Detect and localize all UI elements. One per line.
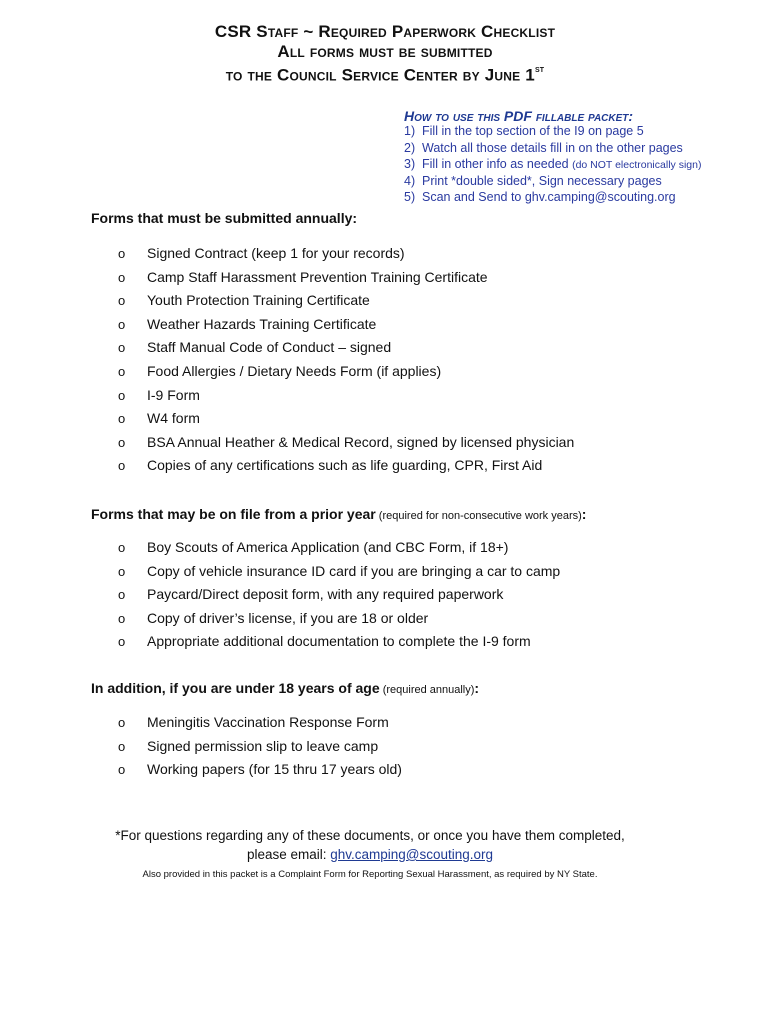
- checklist-item-text: W4 form: [147, 410, 200, 427]
- footer-email-line: [0, 845, 740, 864]
- checklist-item-text: Copies of any certifications such as life guarding, CPR, First Aid: [147, 457, 543, 474]
- howto-step: [404, 157, 764, 174]
- bullet-icon: o: [118, 587, 126, 603]
- under18-list: [118, 711, 402, 782]
- howto-step-text: Print *double sided*, Sign necessary pages: [422, 173, 662, 188]
- bullet-icon: o: [118, 411, 126, 427]
- annual-heading: Forms that must be submitted annually:: [91, 210, 358, 226]
- howto-step: [404, 174, 764, 191]
- checklist-item: [118, 454, 574, 478]
- howto-steps: [404, 124, 764, 207]
- checklist-item: [118, 711, 402, 735]
- title-line-3-sup: st: [534, 64, 545, 75]
- checklist-item-text: Meningitis Vaccination Response Form: [147, 714, 389, 730]
- checklist-item: [118, 242, 574, 266]
- title-line-3: [0, 62, 770, 86]
- title-line-2: All forms must be submitted: [277, 42, 493, 61]
- footer: [0, 826, 740, 882]
- bullet-icon: o: [118, 540, 126, 555]
- howto-step-number: 5): [404, 190, 416, 205]
- bullet-icon: o: [118, 293, 126, 309]
- prior-heading: [91, 506, 586, 522]
- annual-list: [118, 242, 574, 478]
- prior-heading-note: (required for non-consecutive work years): [375, 510, 582, 522]
- under18-heading-note: (required annually): [379, 684, 475, 696]
- howto-step-text: Fill in other info as needed: [422, 157, 573, 172]
- howto-step: [404, 124, 764, 141]
- checklist-item: [118, 735, 402, 759]
- prior-list: [118, 536, 560, 654]
- under18-heading: [91, 680, 479, 696]
- howto-title: How to use this PDF fillable packet:: [404, 108, 634, 124]
- howto-step-number: 2): [404, 140, 416, 155]
- checklist-item-text: Paycard/Direct deposit form, with any required paperwork: [147, 586, 504, 603]
- bullet-icon: o: [118, 316, 126, 332]
- checklist-item-text: Youth Protection Training Certificate: [147, 292, 370, 309]
- checklist-item: [118, 336, 574, 360]
- title-line-3-text: to the Council Service Center by June 1: [225, 65, 535, 85]
- checklist-item-text: Copy of vehicle insurance ID card if you are bringing a car to camp: [147, 562, 561, 579]
- bullet-icon: o: [118, 762, 126, 778]
- bullet-icon: o: [118, 246, 126, 261]
- email-link[interactable]: ghv.camping@scouting.org: [330, 847, 494, 862]
- bullet-icon: o: [118, 610, 126, 626]
- checklist-item-text: Staff Manual Code of Conduct – signed: [147, 339, 392, 356]
- bullet-icon: o: [118, 340, 126, 356]
- checklist-item: [118, 431, 574, 455]
- bullet-icon: o: [118, 458, 126, 474]
- howto-step: [404, 190, 764, 207]
- checklist-item: [118, 384, 574, 408]
- checklist-item: [118, 407, 574, 431]
- howto-step: [404, 141, 764, 158]
- bullet-icon: o: [118, 634, 126, 650]
- checklist-item-text: I-9 Form: [147, 386, 200, 403]
- bullet-icon: o: [118, 738, 126, 754]
- footer-email-prefix: please email:: [246, 847, 331, 862]
- checklist-item-text: Weather Hazards Training Certificate: [147, 315, 377, 332]
- checklist-item-text: Camp Staff Harassment Prevention Training Certificate: [147, 268, 488, 285]
- prior-heading-text: Forms that may be on file from a prior year: [91, 506, 376, 522]
- bullet-icon: o: [118, 269, 126, 285]
- howto-step-text: Watch all those details fill in on the other pages: [422, 140, 683, 155]
- checklist-item-text: Appropriate additional documentation to complete the I-9 form: [147, 633, 531, 650]
- checklist-item: [118, 758, 402, 782]
- under18-heading-text: In addition, if you are under 18 years of age: [91, 680, 380, 696]
- checklist-item: [118, 560, 560, 584]
- checklist-item-text: Boy Scouts of America Application (and CBC Form, if 18+): [147, 539, 509, 555]
- footer-question: *For questions regarding any of these documents, or once you have them completed,: [115, 828, 625, 843]
- checklist-item-text: Signed Contract (keep 1 for your records): [147, 245, 405, 261]
- checklist-item: [118, 630, 560, 654]
- checklist-item: [118, 289, 574, 313]
- title-line-1: CSR Staff ~ Required Paperwork Checklist: [214, 22, 556, 41]
- checklist-item-text: BSA Annual Heather & Medical Record, signed by licensed physician: [147, 433, 575, 450]
- howto-step-note: (do NOT electronically sign): [572, 159, 702, 172]
- checklist-item: [118, 360, 574, 384]
- footer-also-note: Also provided in this packet is a Complaint Form for Reporting Sexual Harassment, as required by NY State.: [142, 869, 598, 880]
- howto-step-number: 3): [404, 157, 416, 172]
- howto-step-number: 1): [404, 124, 416, 138]
- checklist-item: [118, 266, 574, 290]
- bullet-icon: o: [118, 715, 126, 730]
- checklist-item: [118, 607, 560, 631]
- howto-box: [404, 108, 764, 207]
- prior-heading-suffix: :: [581, 506, 587, 522]
- checklist-item: [118, 583, 560, 607]
- checklist-item-text: Copy of driver’s license, if you are 18 or older: [147, 609, 429, 626]
- checklist-item-text: Food Allergies / Dietary Needs Form (if applies): [147, 362, 442, 379]
- bullet-icon: o: [118, 434, 126, 450]
- howto-step-text: Scan and Send to ghv.camping@scouting.org: [422, 190, 676, 205]
- under18-heading-suffix: :: [474, 680, 480, 696]
- checklist-item-text: Signed permission slip to leave camp: [147, 737, 379, 754]
- checklist-item: [118, 313, 574, 337]
- bullet-icon: o: [118, 363, 126, 379]
- checklist-item-text: Working papers (for 15 thru 17 years old): [147, 761, 402, 778]
- howto-step-number: 4): [404, 173, 416, 188]
- bullet-icon: o: [118, 563, 126, 579]
- bullet-icon: o: [118, 387, 126, 403]
- checklist-item: [118, 536, 560, 560]
- howto-step-text: Fill in the top section of the I9 on page 5: [422, 124, 644, 138]
